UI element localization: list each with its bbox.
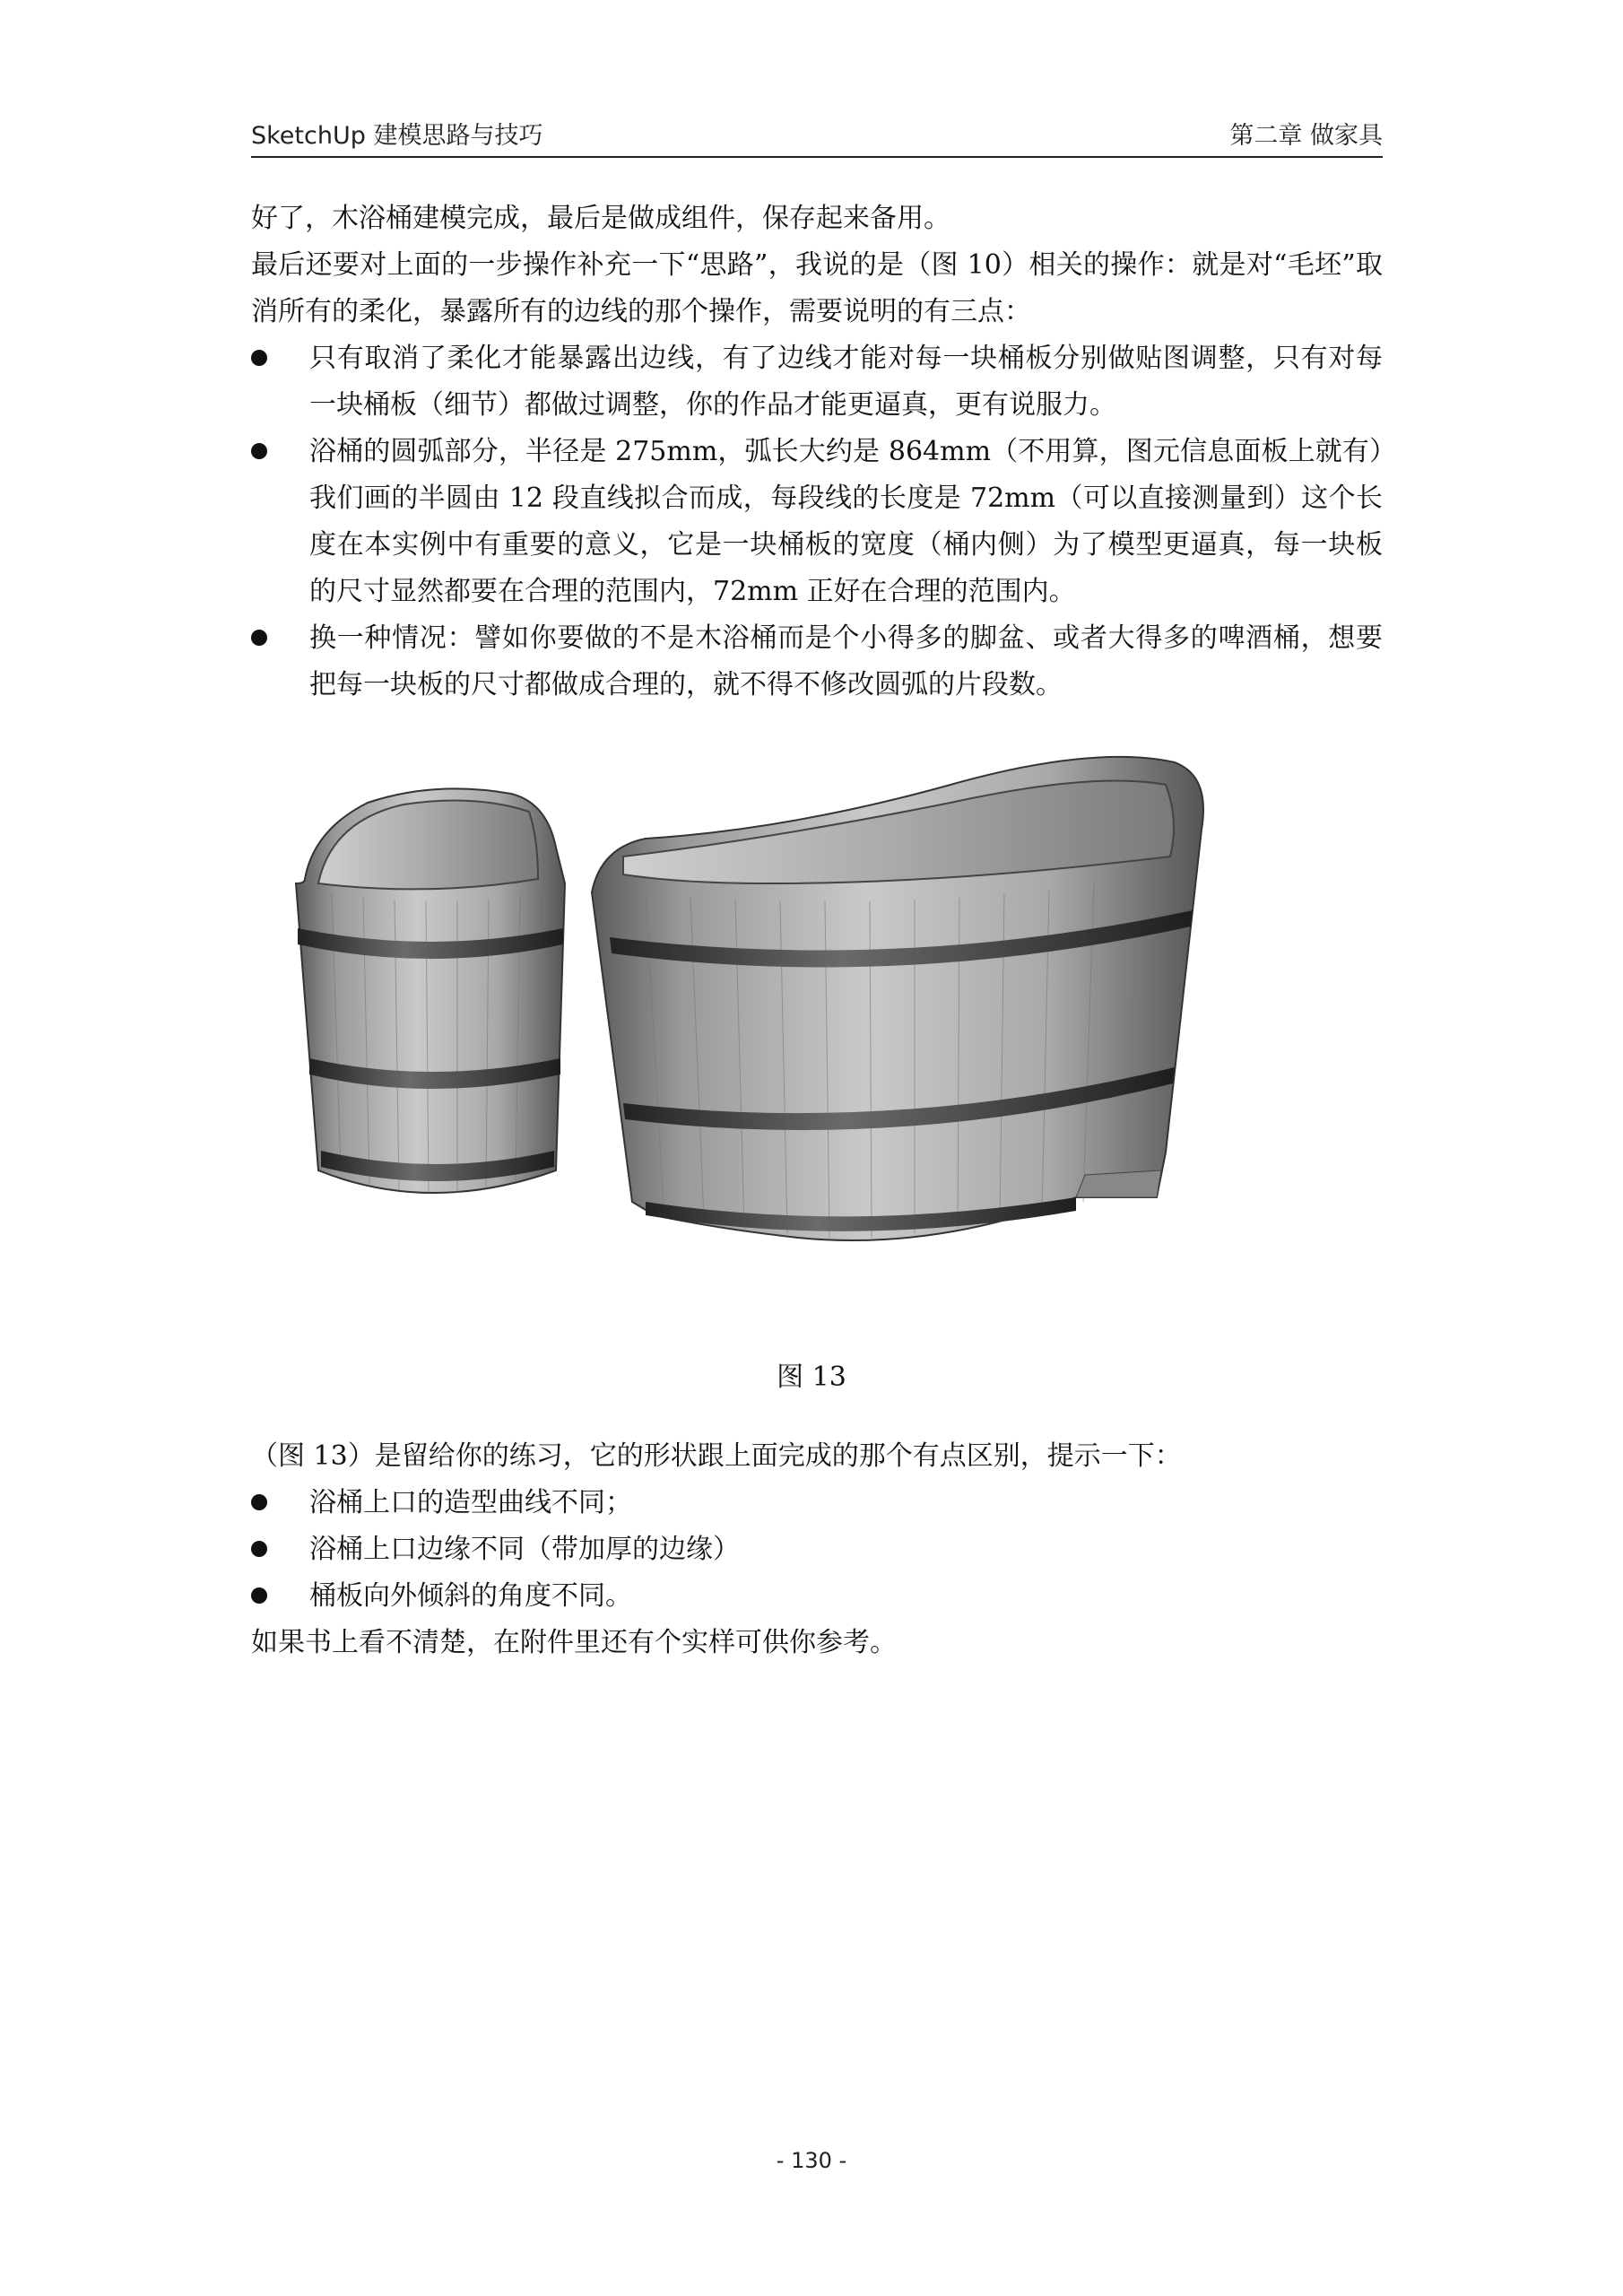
bullet-dot-icon	[251, 1541, 267, 1557]
small-tub	[296, 788, 565, 1193]
book-title: SketchUp 建模思路与技巧	[251, 122, 543, 150]
bullet-text: 浴桶上口的造型曲线不同；	[309, 1487, 632, 1518]
page-number: - 130 -	[776, 2148, 847, 2173]
figure-caption: 图 13	[777, 1361, 846, 1393]
bullet-dot-icon	[251, 1587, 267, 1604]
bullet-text: 浴桶的圆弧部分，半径是 275mm，弧长大约是 864mm（不用算，图元信息面板上就有）我们画的半圆由 12 段直线拟合而成，每段线的长度是 72mm（可以直接测量到）这个长度在本实例中有重要的意义，它是一块桶板的宽度（桶内侧）为了模型更逼真，每一块板的尺寸显然都要在合理的范围内，72mm 正好在合理的范围内。	[309, 436, 1383, 607]
chapter-title: 第二章 做家具	[1229, 122, 1383, 150]
bullet-text: 换一种情况：譬如你要做的不是木浴桶而是个小得多的脚盆、或者大得多的啤酒桶，想要把每一块板的尺寸都做成合理的，就不得不修改圆弧的片段数。	[309, 622, 1383, 700]
bullet-dot-icon	[251, 350, 267, 366]
bullet-dot-icon	[251, 443, 267, 459]
bullet-item	[251, 615, 1383, 709]
bullet-item	[251, 1573, 1383, 1620]
paragraph: （图 13）是留给你的练习，它的形状跟上面完成的那个有点区别，提示一下：	[251, 1440, 1182, 1472]
bullet-dot-icon	[251, 630, 267, 646]
bullet-item	[251, 1480, 1383, 1526]
bullet-dot-icon	[251, 1494, 267, 1510]
bullet-item	[251, 335, 1383, 429]
bullet-item	[251, 1526, 1383, 1573]
bullet-text: 只有取消了柔化才能暴露出边线，有了边线才能对每一块桶板分别做贴图调整，只有对每一块桶板（细节）都做过调整，你的作品才能更逼真，更有说服力。	[309, 343, 1383, 421]
section-two	[251, 1433, 1383, 1666]
wooden-bathtub	[592, 757, 1203, 1240]
paragraph: 最后还要对上面的一步操作补充一下“思路”，我说的是（图 10）相关的操作：就是对“毛坯”取消所有的柔化，暴露所有的边线的那个操作，需要说明的有三点：	[251, 249, 1383, 327]
bullet-text: 浴桶上口边缘不同（带加厚的边缘）	[309, 1534, 740, 1565]
paragraph: 好了，木浴桶建模完成，最后是做成组件，保存起来备用。	[251, 203, 950, 234]
paragraph: 如果书上看不清楚，在附件里还有个实样可供你参考。	[251, 1627, 897, 1658]
wooden-tubs-illustration	[269, 749, 1345, 1314]
section-one	[251, 196, 1383, 709]
bullet-text: 桶板向外倾斜的角度不同。	[309, 1580, 632, 1612]
running-header	[251, 118, 1383, 158]
bullet-item	[251, 429, 1383, 615]
